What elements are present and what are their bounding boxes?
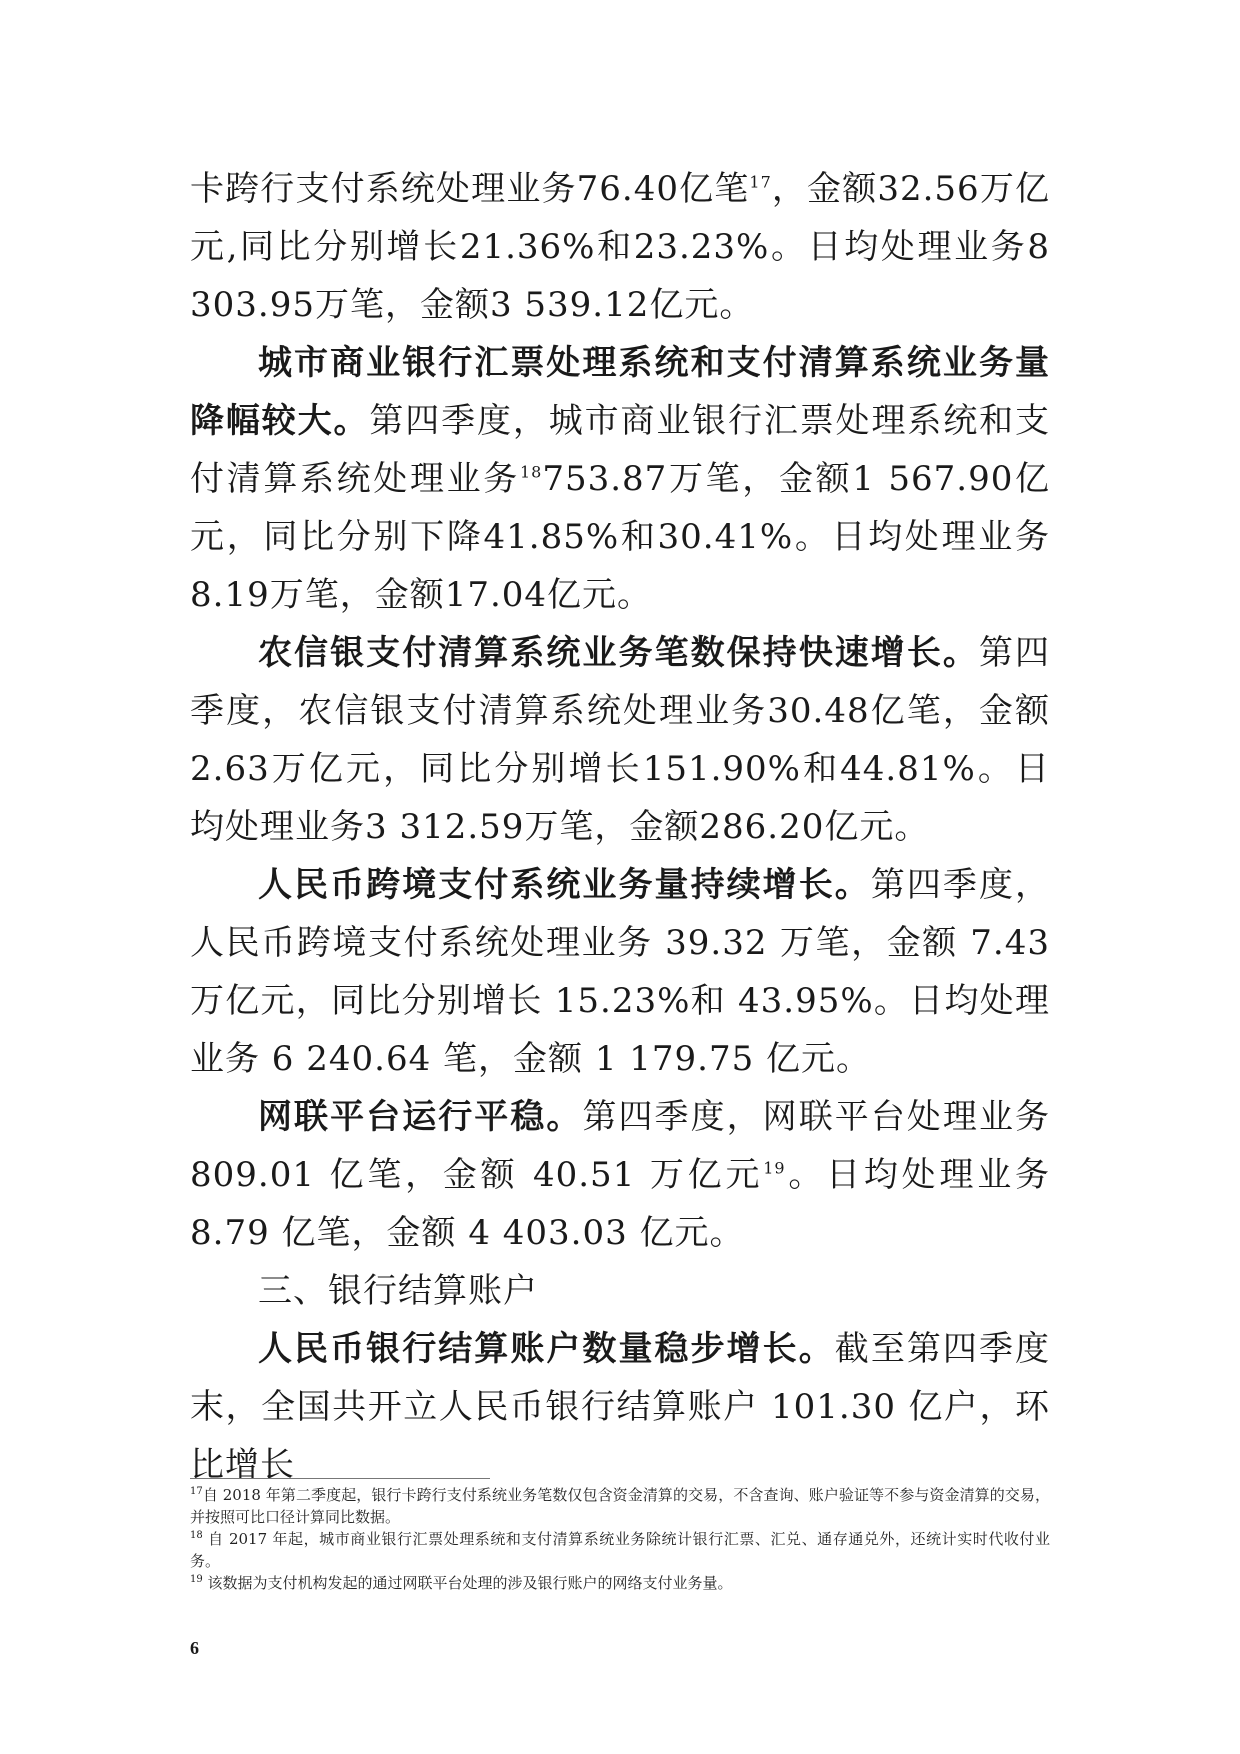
section-heading: 三、银行结算账户 bbox=[258, 1271, 538, 1311]
footnote-number: 17 bbox=[190, 1486, 203, 1497]
page-number: 6 bbox=[190, 1638, 199, 1658]
paragraph-lead: 网联平台运行平稳。 bbox=[258, 1097, 583, 1137]
paragraph-lead: 人民币银行结算账户数量稳步增长。 bbox=[258, 1329, 835, 1369]
paragraph-lead: 人民币跨境支付系统业务量持续增长。 bbox=[258, 865, 871, 905]
footnote-ref-19[interactable]: 19 bbox=[763, 1158, 786, 1178]
footnote-text: 自 2017 年起，城市商业银行汇票处理系统和支付清算系统业务除统计银行汇票、汇兑、通存通兑外，还统计实时代收付业务。 bbox=[190, 1530, 1050, 1570]
footnote-number: 18 bbox=[190, 1530, 203, 1541]
footnote-ref-17[interactable]: 17 bbox=[749, 172, 772, 192]
footnote-19 bbox=[190, 1572, 1050, 1594]
paragraph-text: 753.87万笔，金额1 567.90亿元，同比分别下降41.85%和30.41%。日均处理业务8.19万笔，金额17.04亿元。 bbox=[190, 459, 1051, 615]
footnote-divider bbox=[190, 1478, 490, 1479]
paragraph-text: 。日均处理业务 8.79 亿笔，金额 4 403.03 亿元。 bbox=[190, 1155, 1051, 1253]
paragraph-text: 第四季度，城市商业银行汇票处理系统和支付清算系统处理业务 bbox=[190, 401, 1051, 499]
paragraph-text: ，金额32.56万亿元,同比分别增长21.36%和23.23%。日均处理业务8 303.95万笔，金额3 539.12亿元。 bbox=[190, 169, 1050, 325]
footnote-18 bbox=[190, 1528, 1050, 1572]
paragraph-text: 第四季度，人民币跨境支付系统处理业务 39.32 万笔，金额 7.43 万亿元，同比分别增长 15.23%和 43.95%。日均处理业务 6 240.64 笔，金额 1 179.75 亿元。 bbox=[190, 865, 1051, 1079]
paragraph-card-interbank bbox=[190, 160, 1050, 334]
paragraph-cips bbox=[190, 856, 1050, 1088]
paragraph-rural-credit bbox=[190, 624, 1050, 856]
footnote-ref-18[interactable]: 18 bbox=[519, 462, 543, 482]
footnote-text: 该数据为支付机构发起的通过网联平台处理的涉及银行账户的网络支付业务量。 bbox=[202, 1574, 733, 1592]
paragraph-city-commercial-bank bbox=[190, 334, 1050, 624]
paragraph-netsunion bbox=[190, 1088, 1050, 1262]
footnotes bbox=[190, 1484, 1050, 1594]
footnote-text: 自 2018 年第二季度起，银行卡跨行支付系统业务笔数仅包含资金清算的交易，不含查询、账户验证等不参与资金清算的交易，并按照可比口径计算同比数据。 bbox=[190, 1486, 1050, 1526]
paragraph-text: 截至第四季度末，全国共开立人民币银行结算账户 101.30 亿户，环比增长 bbox=[190, 1329, 1051, 1485]
footnote-number: 19 bbox=[190, 1574, 203, 1585]
paragraph-lead: 农信银支付清算系统业务笔数保持快速增长。 bbox=[258, 633, 979, 673]
paragraph-bank-accounts bbox=[190, 1320, 1050, 1494]
paragraph-text: 第四季度，农信银支付清算系统处理业务30.48亿笔，金额2.63万亿元，同比分别增长151.90%和44.81%。日均处理业务3 312.59万笔，金额286.20亿元。 bbox=[190, 633, 1051, 847]
body-text bbox=[190, 160, 1050, 1494]
paragraph-text: 第四季度，网联平台处理业务809.01 亿笔，金额 40.51 万亿元 bbox=[190, 1097, 1051, 1195]
paragraph-lead: 城市商业银行汇票处理系统和支付清算系统业务量降幅较大。 bbox=[190, 343, 1050, 441]
footnote-17 bbox=[190, 1484, 1050, 1528]
paragraph-text: 卡跨行支付系统处理业务76.40亿笔 bbox=[190, 169, 750, 209]
